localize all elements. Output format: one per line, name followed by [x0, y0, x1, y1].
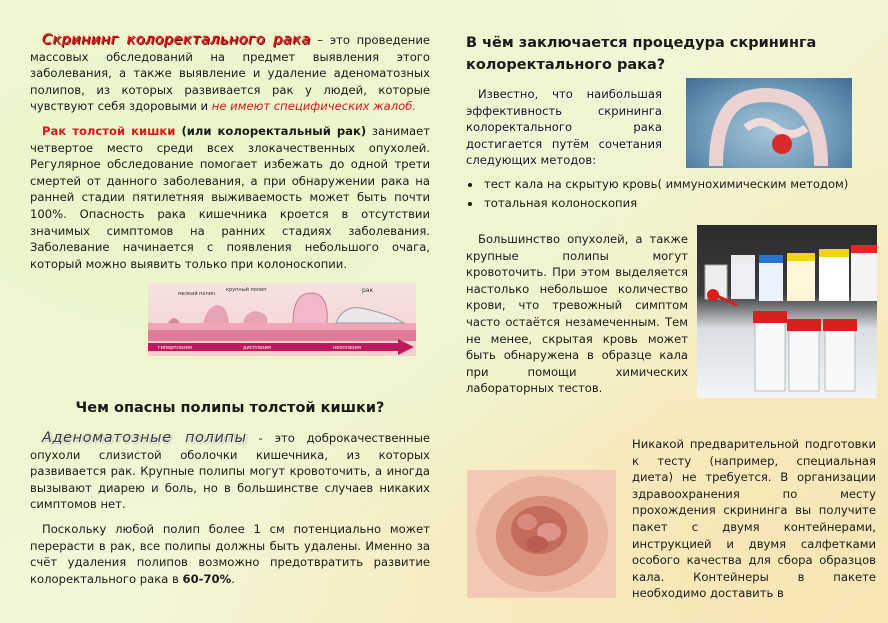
adenoma-title: Аденоматозные полипы [42, 430, 247, 446]
stage-neoplasia: неоплазия [333, 345, 361, 351]
methods-intro: Известно, что наибольшая эффективность скрининга колоректального рака достигается путём сочетания следующих методов: [466, 87, 662, 168]
bleeding-paragraph: Большинство опухолей, а также крупные полипы могут кровоточить. При этом выделяется настолько небольшое количество крови, что тревожный симптом часто остаётся незамеченным. Тем не менее, скрытая кровь может быть обнаружена в образце кала при помощи химических лабораторных тестов. [466, 231, 688, 396]
diagram-label-small: мелкий полип [178, 291, 216, 297]
procedure-heading: В чём заключается процедура скрининга колоректального рака? [466, 35, 817, 73]
stage-dysplasia: дисплазия [243, 345, 271, 351]
endoscopy-photo [467, 470, 616, 598]
list-item: • тотальная колоноскопия [482, 194, 876, 213]
list-item: • тест кала на скрытую кровь( иммунохимическим методом) [482, 175, 876, 194]
preparation-paragraph: Никакой предварительной подготовки к тесту (например, специальная диета) не требуется. В организации здравоохранения по месту прохождения скрининга вы получите пакет с двумя контейнерами, инструкцией и двумя салфетками особого качества для сбора образцов кала. Контейнеры в пакете необходимо доставить в [632, 437, 876, 601]
diagram-label-cancer: рак [362, 287, 374, 294]
screening-definition: Скрининг колоректального рака – это проведение массовых обследований на предмет выявления этого заболевания, а также выявление и удаление аденоматозных полипов, из которых развивается рак у людей, которые чувствуют себя здоровыми и не имеют специфических жалоб. [30, 32, 430, 114]
polyps-section [30, 400, 430, 587]
intestine-illustration [686, 78, 852, 168]
methods-list [466, 175, 876, 213]
cancer-title: Рак толстой кишки [42, 123, 176, 138]
left-column [30, 32, 430, 272]
cancer-paragraph: Рак толстой кишки (или колоректальный рак) занимает четвертое место среди всех злокачественных опухолей. Регулярное обследование помогает избежать до одной трети смертей от данного заболевания, а при обнаружении рака на ранней стадии пятилетняя выживаемость может быть почти 100%. Опасность рака кишечника кроется в отсутствии значимых симптомов на ранних стадиях заболевания. Заболевание начинается с появления небольшого очага, который можно выявить только при колоноскопии. [30, 123, 430, 271]
polyp-progression-diagram [148, 283, 416, 356]
diagram-label-large: крупный полип [226, 287, 267, 293]
stage-hyperplasia: гиперплазия [158, 345, 192, 351]
removal-paragraph: Поскольку любой полип более 1 см потенциально может перерасти в рак, все полипы должны быть удалены. Именно за счёт удаления полипов возможно предотвратить развитие колоректального рака в 60-70%. [30, 521, 430, 586]
adenoma-paragraph: Аденоматозные полипы - это доброкачественные опухоли слизистой оболочки кишечника, из которых развивается рак. Крупные полипы могут кровоточить, а иногда вызывают диарею и боль, но в большинстве случаев никаких симптомов нет. [30, 430, 431, 512]
sample-containers-photo [697, 225, 877, 398]
polyps-heading: Чем опасны полипы толстой кишки? [75, 400, 385, 416]
screening-title: Скрининг колоректального рака [42, 32, 311, 48]
